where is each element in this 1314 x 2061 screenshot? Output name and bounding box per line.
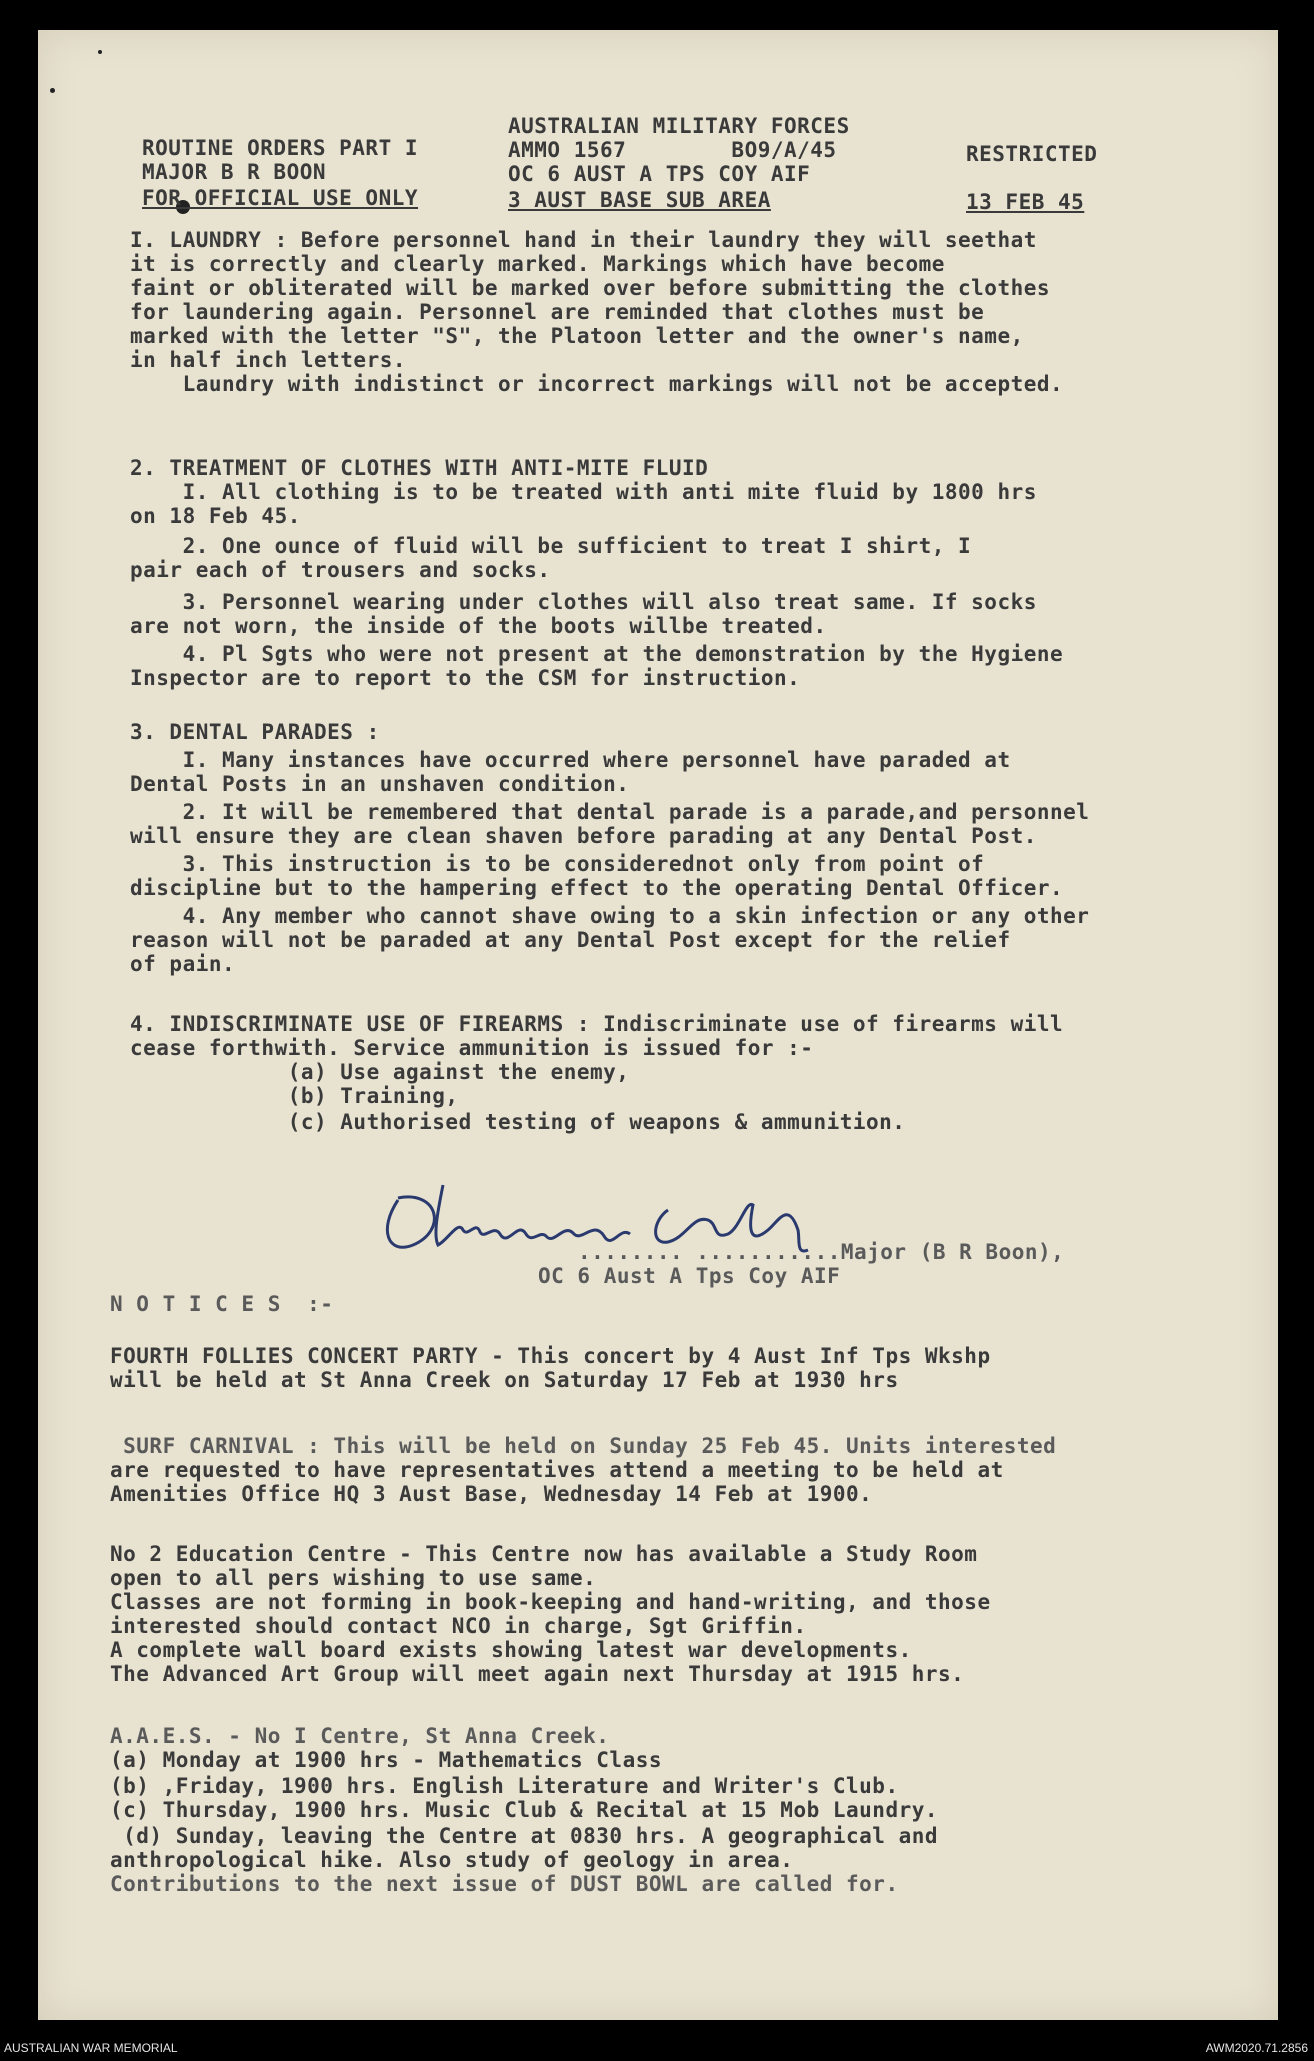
text-line: pair each of trousers and socks. [130, 558, 551, 582]
text-line: cease forthwith. Service ammunition is issued for :- [130, 1036, 814, 1060]
text-line: it is correctly and clearly marked. Markings which have become [130, 252, 945, 276]
signature-line: ........ ...........Major (B R Boon), [578, 1240, 1065, 1264]
text-line: reason will not be paraded at any Dental Post except for the relief [130, 928, 1011, 952]
text-line: for laundering again. Personnel are reminded that clothes must be [130, 300, 985, 324]
footer-archive-label: AUSTRALIAN WAR MEMORIAL [4, 2041, 178, 2055]
text-line: Dental Posts in an unshaven condition. [130, 772, 630, 796]
text-line: 4. Any member who cannot shave owing to a skin infection or any other [130, 904, 1090, 928]
header-left-1: ROUTINE ORDERS PART I [142, 136, 419, 160]
section-heading: 4. INDISCRIMINATE USE OF FIREARMS : Indiscriminate use of firearms will [130, 1012, 1064, 1036]
text-line: will ensure they are clean shaven before parading at any Dental Post. [130, 824, 1037, 848]
header-left-3: FOR OFFICIAL USE ONLY [142, 186, 419, 210]
header-center-4: 3 AUST BASE SUB AREA [508, 188, 771, 212]
text-line: Classes are not forming in book-keeping and hand-writing, and those [110, 1590, 991, 1614]
header-center-3: OC 6 AUST A TPS COY AIF [508, 162, 811, 186]
text-line: 2. It will be remembered that dental parade is a parade,and personnel [130, 800, 1090, 824]
section-heading: 2. TREATMENT OF CLOTHES WITH ANTI-MITE FLUID [130, 456, 709, 480]
text-line: are requested to have representatives attend a meeting to be held at [110, 1458, 1004, 1482]
text-line: Laundry with indistinct or incorrect markings will not be accepted. [130, 372, 1064, 396]
text-line: (a) Use against the enemy, [130, 1060, 630, 1084]
text-line: 2. One ounce of fluid will be sufficient to treat I shirt, I [130, 534, 972, 558]
section-heading: 3. DENTAL PARADES : [130, 720, 380, 744]
text-line: marked with the letter "S", the Platoon letter and the owner's name, [130, 324, 1024, 348]
text-line: SURF CARNIVAL : This will be held on Sunday 25 Feb 45. Units interested [110, 1434, 1057, 1458]
footer-accession-number: AWM2020.71.2856 [1205, 2041, 1308, 2055]
ink-spot [98, 50, 102, 54]
text-line: Inspector are to report to the CSM for instruction. [130, 666, 801, 690]
document-page [38, 30, 1278, 2020]
text-line: (d) Sunday, leaving the Centre at 0830 hrs. A geographical and [110, 1824, 939, 1848]
text-line: 3. Personnel wearing under clothes will also treat same. If socks [130, 590, 1037, 614]
text-line: Amenities Office HQ 3 Aust Base, Wednesday 14 Feb at 1900. [110, 1482, 873, 1506]
text-line: A.A.E.S. - No I Centre, St Anna Creek. [110, 1724, 610, 1748]
text-line: No 2 Education Centre - This Centre now has available a Study Room [110, 1542, 978, 1566]
text-line: anthropological hike. Also study of geology in area. [110, 1848, 794, 1872]
text-line: FOURTH FOLLIES CONCERT PARTY - This concert by 4 Aust Inf Tps Wkshp [110, 1344, 991, 1368]
header-left-2: MAJOR B R BOON [142, 160, 327, 184]
text-line: I. All clothing is to be treated with anti mite fluid by 1800 hrs [130, 480, 1037, 504]
text-line: The Advanced Art Group will meet again next Thursday at 1915 hrs. [110, 1662, 965, 1686]
header-right-date: 13 FEB 45 [966, 190, 1085, 214]
notices-heading: N O T I C E S :- [110, 1292, 334, 1316]
text-line: 4. Pl Sgts who were not present at the demonstration by the Hygiene [130, 642, 1064, 666]
header-right-restricted: RESTRICTED [966, 142, 1098, 166]
header-center-1: AUSTRALIAN MILITARY FORCES [508, 114, 850, 138]
signature-title: OC 6 Aust A Tps Coy AIF [538, 1264, 841, 1288]
text-line: discipline but to the hampering effect to the operating Dental Officer. [130, 876, 1064, 900]
text-line: will be held at St Anna Creek on Saturday 17 Feb at 1930 hrs [110, 1368, 899, 1392]
ink-spot [50, 88, 55, 93]
header-center-2: AMMO 1567 BO9/A/45 [508, 138, 837, 162]
text-line: (c) Thursday, 1900 hrs. Music Club & Recital at 15 Mob Laundry. [110, 1798, 939, 1822]
text-line: Contributions to the next issue of DUST BOWL are called for. [110, 1872, 899, 1896]
text-line: are not worn, the inside of the boots willbe treated. [130, 614, 827, 638]
text-line: (c) Authorised testing of weapons & ammunition. [130, 1110, 906, 1134]
text-line: (a) Monday at 1900 hrs - Mathematics Class [110, 1748, 663, 1772]
text-line: in half inch letters. [130, 348, 407, 372]
text-line: on 18 Feb 45. [130, 504, 301, 528]
text-line: A complete wall board exists showing latest war developments. [110, 1638, 912, 1662]
text-line: of pain. [130, 952, 236, 976]
text-line: open to all pers wishing to use same. [110, 1566, 597, 1590]
text-line: I. Many instances have occurred where personnel have paraded at [130, 748, 1011, 772]
text-line: (b) ,Friday, 1900 hrs. English Literature and Writer's Club. [110, 1774, 899, 1798]
text-line: interested should contact NCO in charge, Sgt Griffin. [110, 1614, 807, 1638]
text-line: 3. This instruction is to be considerednot only from point of [130, 852, 985, 876]
text-line: I. LAUNDRY : Before personnel hand in their laundry they will seethat [130, 228, 1037, 252]
text-line: (b) Training, [130, 1084, 459, 1108]
text-line: faint or obliterated will be marked over before submitting the clothes [130, 276, 1051, 300]
